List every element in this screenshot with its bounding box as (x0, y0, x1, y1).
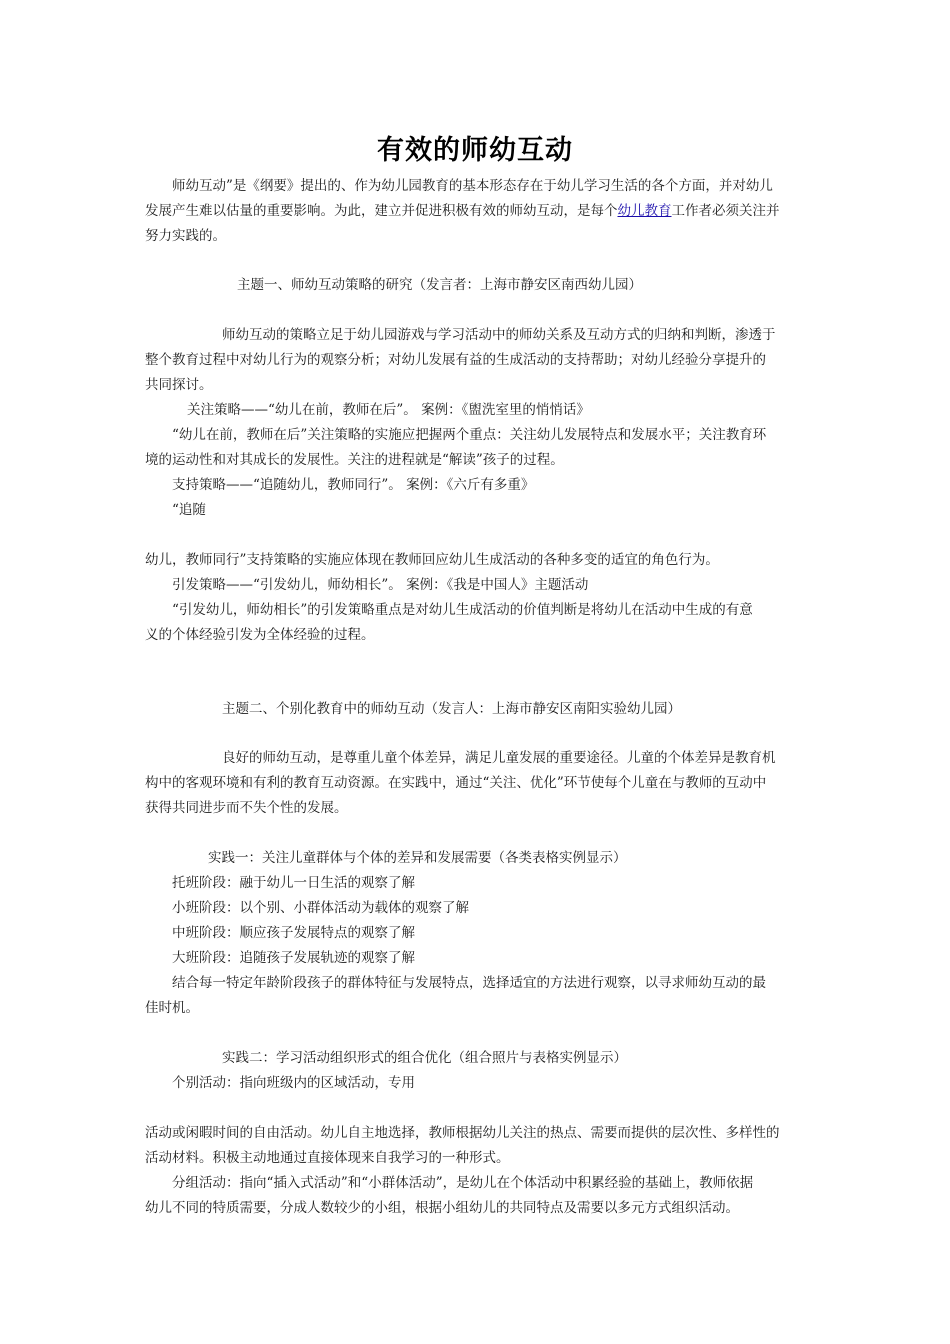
individual-activity-line-1: 个别活动：指向班级内的区域活动，专用 (172, 1075, 415, 1091)
intro-line-2-text: 发展产生难以估量的重要影响。为此，建立并促进积极有效的师幼互动，是每个 (145, 203, 618, 219)
topic1-heading: 主题一、师幼互动策略的研究（发言者：上海市静安区南西幼儿园） (237, 277, 642, 293)
topic2-para-line-1: 良好的师幼互动，是尊重儿童个体差异，满足儿童发展的重要途径。儿童的个体差异是教育机 (222, 750, 776, 766)
strategy2-title: 支持策略——“追随幼儿，教师同行”。 案例：《六斤有多重》 (172, 477, 535, 493)
strategy3-desc-line-1: “引发幼儿，师幼相长”的引发策略重点是对幼儿生成活动的价值判断是将幼儿在活动中生成的有意 (172, 602, 753, 618)
individual-activity-line-2: 活动或闲暇时间的自由活动。幼儿自主地选择，教师根据幼儿关注的热点、需要而提供的层次性、多样性的 (145, 1125, 780, 1141)
topic1-para-line-1: 师幼互动的策略立足于幼儿园游戏与学习活动中的师幼关系及互动方式的归纳和判断，渗透于 (222, 327, 776, 343)
practice1-item-nursery: 托班阶段：融于幼儿一日生活的观察了解 (172, 875, 415, 891)
practice1-title: 实践一：关注儿童群体与个体的差异和发展需要（各类表格实例显示） (208, 850, 627, 866)
strategy2-desc-line-2: 幼儿，教师同行”支持策略的实施应体现在教师回应幼儿生成活动的各种多变的适宜的角色行为。 (145, 552, 719, 568)
practice1-item-middle: 中班阶段：顺应孩子发展特点的观察了解 (172, 925, 415, 941)
intro-line-2-rest: 工作者必须关注并 (671, 203, 780, 219)
practice1-item-small: 小班阶段：以个别、小群体活动为载体的观察了解 (172, 900, 469, 916)
topic1-para-line-2: 整个教育过程中对幼儿行为的观察分析；对幼儿发展有益的生成活动的支持帮助；对幼儿经验分享提升的 (145, 352, 766, 368)
intro-line-1: 师幼互动”是《纲要》提出的、作为幼儿园教育的基本形态存在于幼儿学习生活的各个方面，并对幼儿 (172, 178, 773, 194)
practice1-summary-line-2: 佳时机。 (145, 1000, 199, 1016)
practice1-summary-line-1: 结合每一特定年龄阶段孩子的群体特征与发展特点，选择适宜的方法进行观察，以寻求师幼互动的最 (172, 975, 766, 991)
strategy3-title: 引发策略——“引发幼儿，师幼相长”。 案例：《我是中国人》主题活动 (172, 577, 589, 593)
practice1-item-large: 大班阶段：追随孩子发展轨迹的观察了解 (172, 950, 415, 966)
individual-activity-line-3: 活动材料。积极主动地通过直接体现来自我学习的一种形式。 (145, 1150, 510, 1166)
strategy2-desc-line-1: “追随 (172, 502, 206, 518)
topic2-para-line-2: 构中的客观环境和有利的教育互动资源。在实践中，通过“关注、优化”环节使每个儿童在与教师的互动中 (145, 775, 767, 791)
group-activity-line-1: 分组活动：指向“插入式活动”和“小群体活动”，是幼儿在个体活动中积累经验的基础上，教师依据 (172, 1175, 754, 1191)
practice2-title: 实践二：学习活动组织形式的组合优化（组合照片与表格实例显示） (222, 1050, 627, 1066)
strategy1-desc-line-1: “幼儿在前，教师在后”关注策略的实施应把握两个重点：关注幼儿发展特点和发展水平；关注教育环 (172, 427, 767, 443)
early-education-link[interactable]: 幼儿教育 (617, 203, 672, 219)
document-title: 有效的师幼互动 (377, 135, 573, 166)
intro-line-3: 努力实践的。 (145, 228, 226, 244)
topic1-para-line-3: 共同探讨。 (145, 377, 213, 393)
intro-line-2 (145, 199, 780, 223)
strategy3-desc-line-2: 义的个体经验引发为全体经验的过程。 (145, 627, 375, 643)
group-activity-line-2: 幼儿不同的特质需要，分成人数较少的小组，根据小组幼儿的共同特点及需要以多元方式组织活动。 (145, 1200, 739, 1216)
strategy1-desc-line-2: 境的运动性和对其成长的发展性。关注的进程就是“解读”孩子的过程。 (145, 452, 564, 468)
topic2-heading: 主题二、个别化教育中的师幼互动（发言人：上海市静安区南阳实验幼儿园） (222, 701, 681, 717)
topic2-para-line-3: 获得共同进步而不失个性的发展。 (145, 800, 348, 816)
strategy1-title: 关注策略——“幼儿在前，教师在后”。 案例：《盥洗室里的悄悄话》 (187, 402, 590, 418)
